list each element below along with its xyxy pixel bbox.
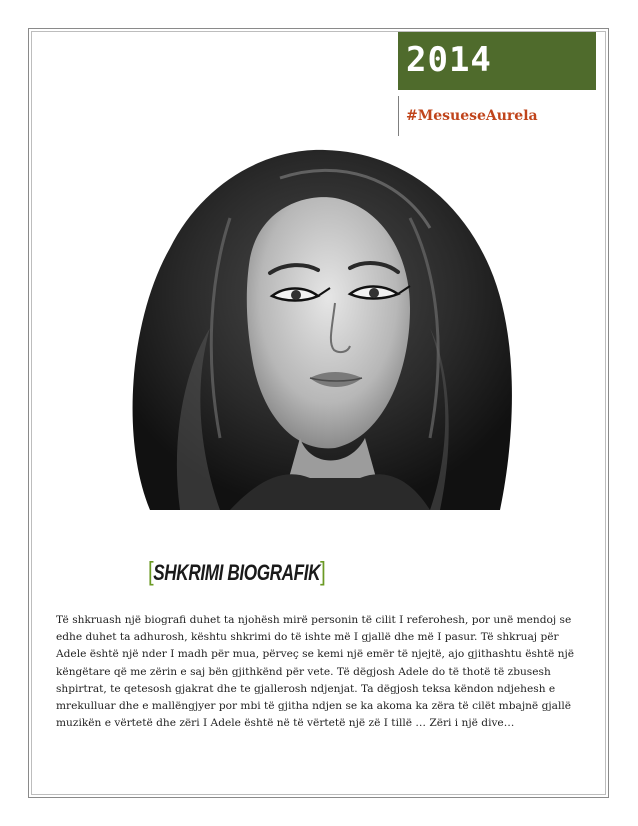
heading-open-bracket: [	[148, 556, 154, 586]
hashtag-label: #MesueseAurela	[406, 108, 538, 124]
heading-title: SHKRIMI BIOGRAFIK	[153, 560, 321, 585]
year-label: 2014	[406, 40, 492, 80]
portrait-photo	[110, 138, 530, 510]
vertical-rule	[398, 96, 399, 136]
heading-close-bracket: ]	[320, 556, 326, 586]
section-heading	[148, 556, 325, 587]
biography-paragraph: Të shkruash një biografi duhet ta njohësh mirë personin të cilit I referohesh, por unë mendoj se edhe duhet ta adhurosh, kështu shkrimi do të ishte më I gjallë dhe më I pasur. Të shkruaj për Adele është një nder I madh për mua, përveç se kemi një emër të njejtë, ajo gjithashtu është një këngëtare që me zërin e saj bën gjithkënd për vete. Të dëgjosh Adele do të thotë të zbusesh shpirtrat, te qetesosh gjakrat dhe te gjallerosh ndjenjat. Ta dëgjosh teksa këndon ndjehesh e mrekulluar dhe e mallëngjyer por mbi të gjitha ndjen se ka akoma ka zëra të cilët mbajnë gjallë muzikën e vërtetë dhe zëri I Adele është në të vërtetë një zë I tillë … Zëri i një dive…	[56, 614, 574, 730]
portrait-image	[110, 138, 530, 510]
